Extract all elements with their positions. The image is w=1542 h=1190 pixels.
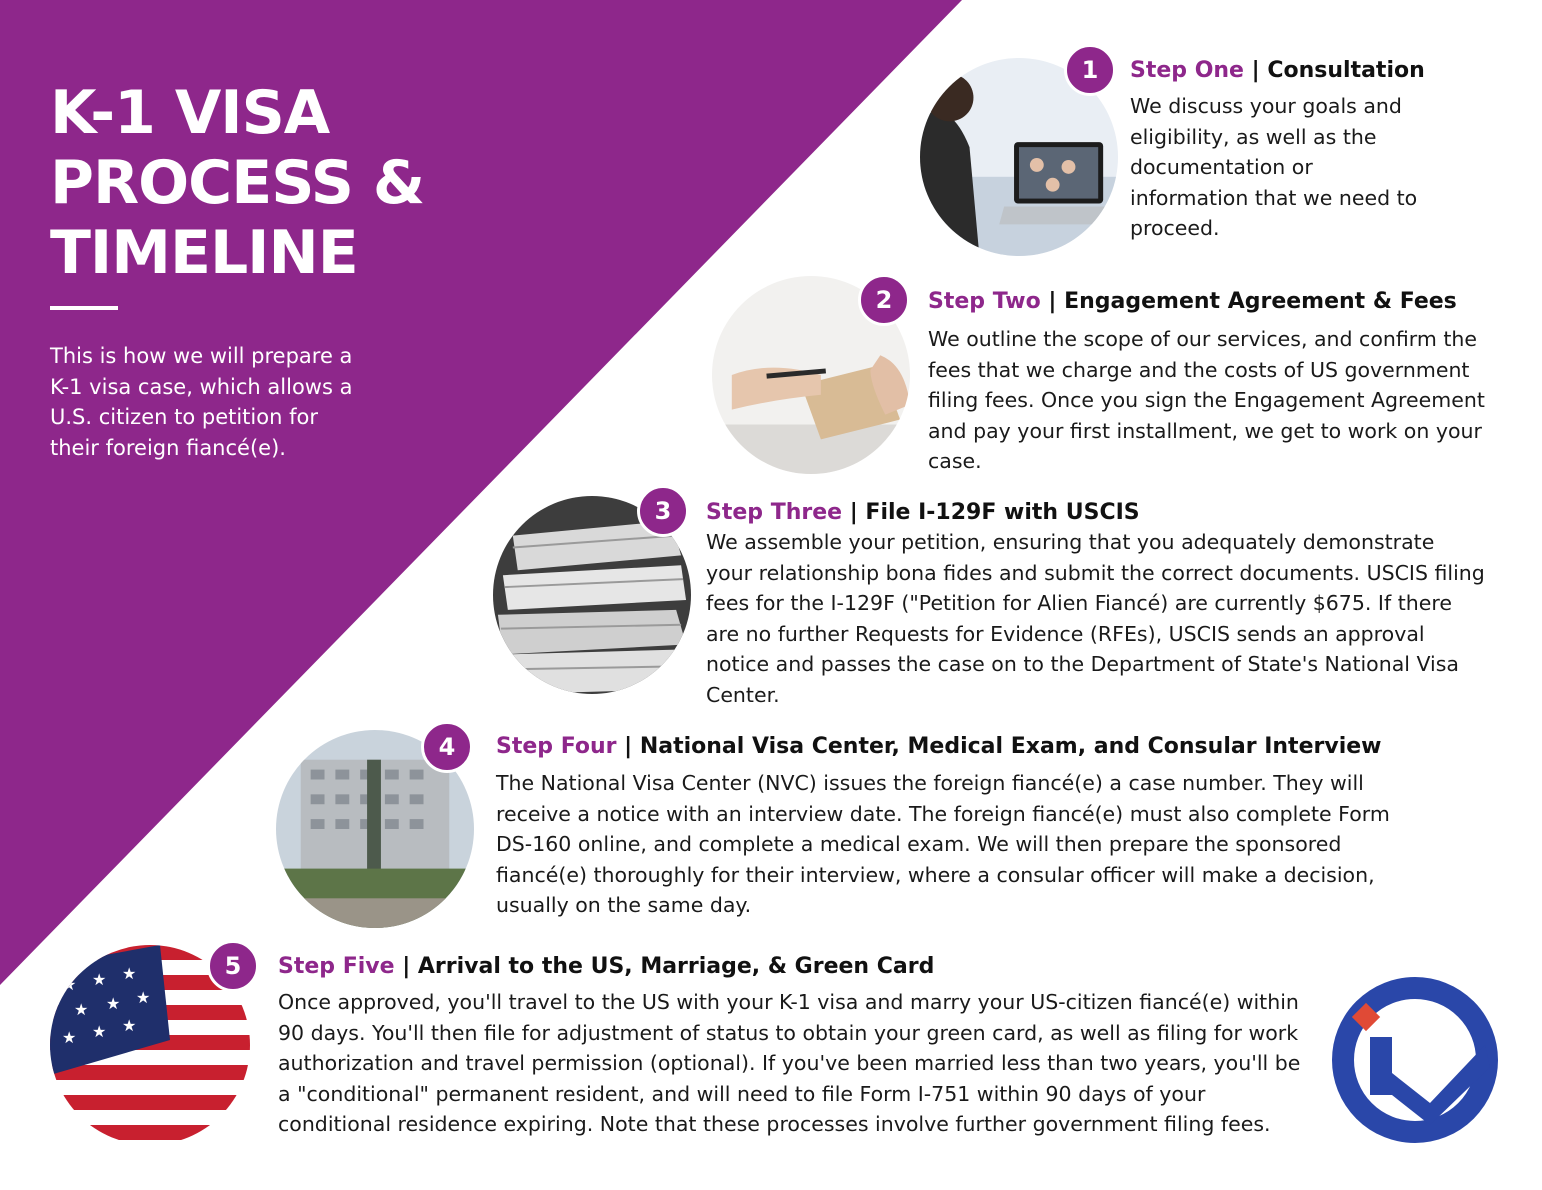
svg-text:★: ★ <box>62 1028 77 1047</box>
svg-text:★: ★ <box>92 1022 107 1041</box>
step-separator: | <box>394 954 418 979</box>
step-number-badge: 2 <box>858 274 910 326</box>
step-heading: National Visa Center, Medical Exam, and Consular Interview <box>639 734 1382 759</box>
step-separator: | <box>842 500 866 525</box>
step-description: We assemble your petition, ensuring that you adequately demonstrate your relationship bona fides and submit the correct documents. USCIS filing fees for the I-129F ("Petition for Alien Fiancé) are currently $675. If there are no further Requests for Evidence (RFEs), USCIS sends an approval notice and passes the case on to the Department of State's National Visa Center. <box>706 530 1485 707</box>
step-number-badge: 1 <box>1064 44 1116 96</box>
step-description: We discuss your goals and eligibility, as well as the documentation or information that we need to proceed. <box>1130 94 1418 241</box>
step-heading: File I-129F with USCIS <box>865 500 1140 525</box>
step-label: Step Four <box>496 734 617 759</box>
step-three <box>706 499 1506 711</box>
step-label: Step Five <box>278 954 395 979</box>
intro-text: This is how we will prepare a K-1 visa case, which allows a U.S. citizen to petition for their foreign fiancé(e). <box>50 344 353 460</box>
step-number-badge: 5 <box>207 940 259 992</box>
step-number-badge: 4 <box>421 721 473 773</box>
step-two <box>928 288 1528 477</box>
title-line: PROCESS & <box>50 148 425 218</box>
firm-logo <box>1330 975 1500 1145</box>
step-title <box>928 288 1528 316</box>
step-title <box>1130 57 1460 85</box>
step-title <box>496 733 1456 761</box>
step-separator: | <box>1243 58 1268 83</box>
page-title <box>50 78 424 288</box>
step-one <box>1130 57 1460 244</box>
step-number-badge: 3 <box>637 485 689 537</box>
svg-text:★: ★ <box>122 964 137 983</box>
step-label: Step Three <box>706 500 843 525</box>
step-heading: Consultation <box>1267 58 1425 83</box>
step-heading: Arrival to the US, Marriage, & Green Card <box>417 954 935 979</box>
step-description: The National Visa Center (NVC) issues the foreign fiancé(e) a case number. They will receive a notice with an interview date. The foreign fiancé(e) must also complete Form DS-160 online, and complete a medical exam. We will then prepare the sponsored fiancé(e) thoroughly for their interview, where a consular officer will make a decision, usually on the same day. <box>496 771 1390 918</box>
title-line: TIMELINE <box>50 218 358 288</box>
svg-text:★: ★ <box>122 1016 137 1035</box>
step-five <box>278 953 1318 1140</box>
step-description: We outline the scope of our services, and confirm the fees that we charge and the costs of US government filing fees. Once you sign the Engagement Agreement and pay your first installment, we get to work on your case. <box>928 327 1485 474</box>
step-label: Step Two <box>928 289 1041 314</box>
step-title <box>706 499 1506 527</box>
step-label: Step One <box>1130 58 1244 83</box>
title-line: K-1 VISA <box>50 78 330 148</box>
step-title <box>278 953 1318 981</box>
svg-text:★: ★ <box>106 994 121 1013</box>
svg-text:★: ★ <box>92 970 107 989</box>
step-separator: | <box>1040 289 1065 314</box>
svg-text:★: ★ <box>74 1000 89 1019</box>
svg-text:★: ★ <box>136 988 151 1007</box>
step-heading: Engagement Agreement & Fees <box>1064 289 1457 314</box>
step-four <box>496 733 1456 921</box>
step-description: Once approved, you'll travel to the US with your K-1 visa and marry your US-citizen fiancé(e) within 90 days. You'll then file for adjustment of status to obtain your green card, as well as filing for work authorization and travel permission (optional). If you've been married less than two years, you'll be a "conditional" permanent resident, and will need to file Form I-751 within 90 days of your conditional residence expiring. Note that these processes involve further government filing fees. <box>278 990 1301 1137</box>
svg-text:★: ★ <box>62 975 77 994</box>
title-divider <box>50 306 118 310</box>
step-separator: | <box>616 734 640 759</box>
